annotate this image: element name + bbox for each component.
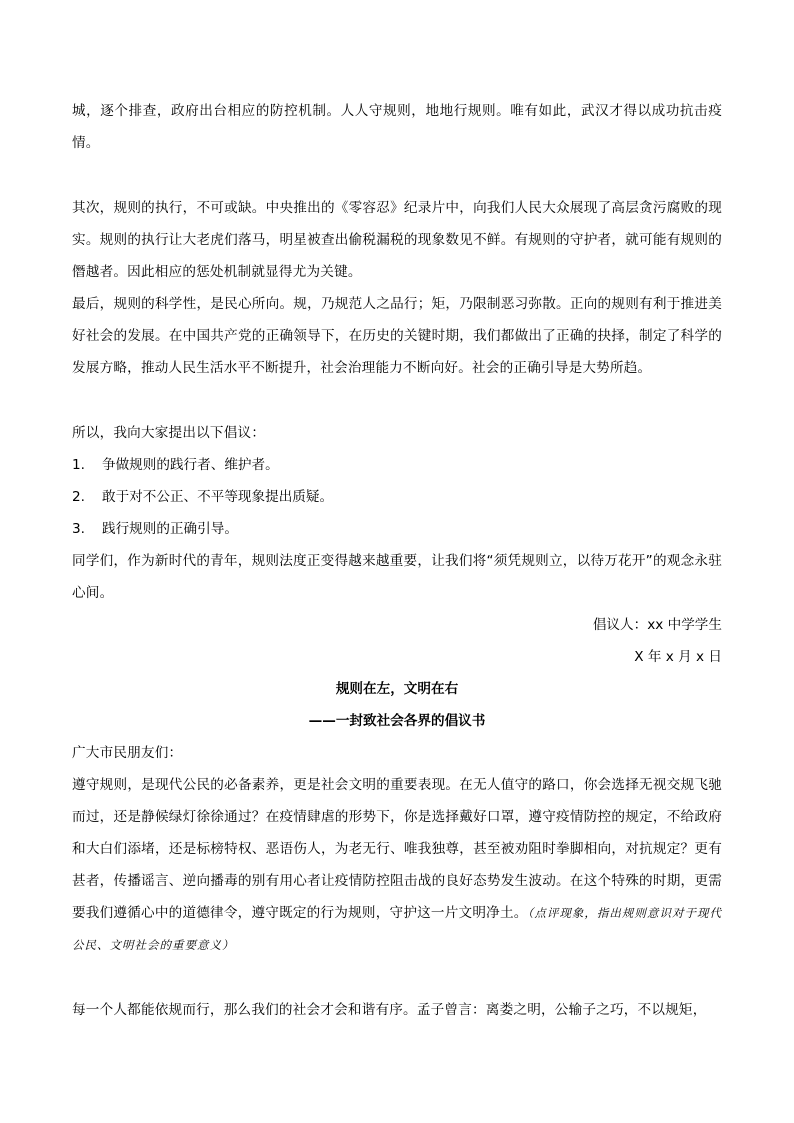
article-title: 规则在左，文明在右 — [335, 681, 459, 697]
list-text: 践行规则的正确引导。 — [102, 521, 238, 537]
paragraph-proposal-intro: 所以，我向大家提出以下倡议： — [72, 425, 266, 441]
list-item — [72, 481, 722, 513]
paragraph-rules-literacy-text: 遵守规则，是现代公民的必备素养，更是社会文明的重要表现。在无人值守的路口，你会选择无视交规飞驰而过，还是静候绿灯徐徐通过？在疫情肆虐的形势下，你是选择戴好口罩，遵守疫情防控的规定，不给政府和大白们添堵，还是标榜特权、恶语伤人，为老无行、唯我独尊，甚至被劝阻时拳脚相向，对抗规定？更有甚者，传播谣言、逆向播毒的别有用心者让疫情防控阻击战的良好态势发生波动。在这个特殊的时期，更需要我们遵循心中的道德律令，遵守既定的行为规则，守护这一片文明净土。 — [72, 777, 722, 921]
paragraph-students: 同学们，作为新时代的青年，规则法度正变得越来越重要，让我们将“须凭规则立，以待万花开”的观念永驻心间。 — [72, 553, 722, 601]
paragraph-rules-literacy — [72, 769, 722, 961]
paragraph-wuhan: 城，逐个排查，政府出台相应的防控机制。人人守规则，地地行规则。唯有如此，武汉才得以成功抗击疫情。 — [72, 103, 722, 151]
list-text: 争做规则的践行者、维护者。 — [102, 457, 279, 473]
spacer — [72, 159, 722, 192]
paragraph-mencius: 每一个人都能依规而行，那么我们的社会才会和谐有序。孟子曾言：离娄之明，公输子之巧，不以规矩， — [72, 1002, 707, 1018]
spacer — [72, 961, 722, 994]
list-text: 敢于对不公正、不平等现象提出质疑。 — [102, 489, 334, 505]
paragraph-science: 最后，规则的科学性，是民心所向。规，乃规范人之品行；矩，乃限制恶习弥散。正向的规则有利于推进美好社会的发展。在中国共产党的正确领导下，在历史的关键时期，我们都做出了正确的抉择，制定了科学的发展方略，推动人民生活水平不断提升，社会治理能力不断向好。社会的正确引导是大势所趋。 — [72, 296, 722, 376]
date: X 年 x 月 x 日 — [634, 649, 722, 665]
commentary-note: （点评现象，指出规则意识对于现代公民、文明社会的重要意义） — [72, 906, 722, 952]
signer: 倡议人：xx 中学学生 — [592, 617, 722, 633]
article-subtitle: ——一封致社会各界的倡议书 — [308, 713, 486, 729]
spacer — [72, 384, 722, 417]
document-page — [72, 95, 722, 1026]
list-number: 2. — [72, 489, 85, 505]
list-item — [72, 449, 722, 481]
salutation: 广大市民朋友们： — [72, 745, 183, 761]
list-item — [72, 513, 722, 545]
paragraph-execution: 其次，规则的执行，不可或缺。中央推出的《零容忍》纪录片中，向我们人民大众展现了高层贪污腐败的现实。规则的执行让大老虎们落马，明星被查出偷税漏税的现象数见不鲜。有规则的守护者，就可能有规则的僭越者。因此相应的惩处机制就显得尤为关键。 — [72, 200, 722, 280]
list-number: 1. — [72, 457, 85, 473]
list-number: 3. — [72, 521, 85, 537]
